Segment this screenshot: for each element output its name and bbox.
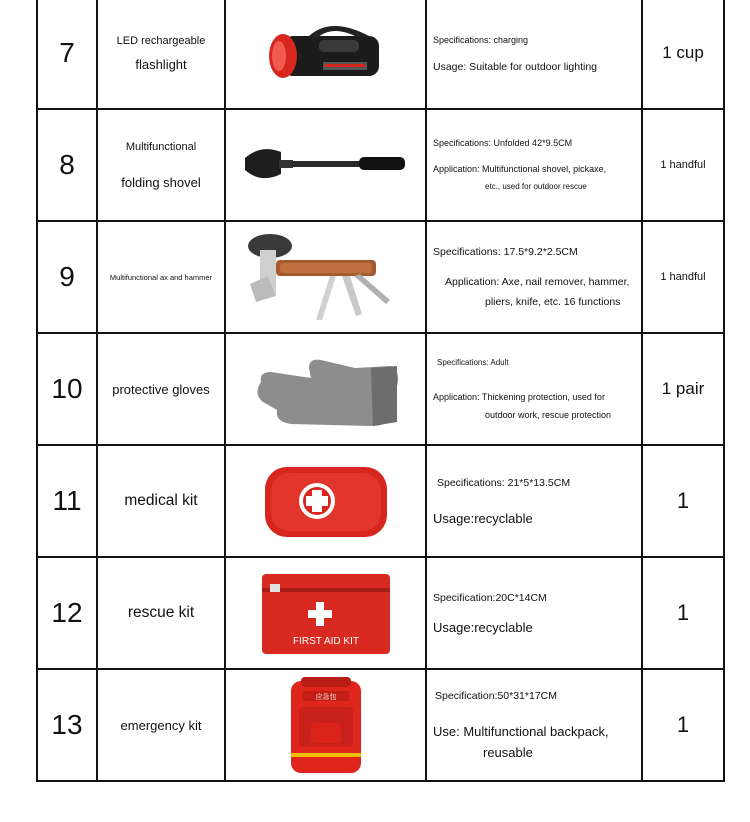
item-name: Multifunctional ax and hammer: [97, 221, 225, 333]
item-quantity: 1 cup: [642, 0, 724, 109]
item-quantity: 1: [642, 557, 724, 669]
spec-line: Application: Multifunctional shovel, pickaxe,: [433, 164, 607, 174]
item-image: [225, 669, 426, 781]
spec-line: Use: Multifunctional backpack,: [433, 724, 609, 739]
spec-line: outdoor work, rescue protection: [485, 410, 612, 420]
table-row: [37, 333, 724, 445]
spec-line: Usage:recyclable: [433, 619, 533, 635]
item-spec: [426, 333, 642, 445]
item-quantity: 1: [642, 445, 724, 557]
item-name-line: LED rechargeable: [116, 35, 206, 47]
item-number: 9: [37, 221, 97, 333]
spec-line: pliers, knife, etc. 16 functions: [485, 296, 621, 308]
item-name: protective gloves: [97, 333, 225, 445]
table-row: [37, 445, 724, 557]
item-spec: [426, 109, 642, 221]
spec-line: Specification:20C*14CM: [433, 591, 547, 604]
item-spec: [426, 669, 642, 781]
item-number: 7: [37, 0, 97, 109]
item-number: 10: [37, 333, 97, 445]
item-name-line: flashlight: [135, 57, 187, 72]
glove-icon: [251, 342, 401, 437]
item-image: [225, 557, 426, 669]
table-row: [37, 0, 724, 109]
spec-line: etc., used for outdoor rescue: [485, 182, 587, 191]
first-aid-pouch-icon: [256, 568, 396, 658]
spec-line: Specifications: charging: [433, 35, 529, 45]
flashlight-icon: [261, 18, 391, 88]
item-number: 11: [37, 445, 97, 557]
item-number: 12: [37, 557, 97, 669]
table-row: [37, 221, 724, 333]
medical-case-icon: [261, 461, 391, 541]
spec-line: Specifications: 21*5*13.5CM: [437, 476, 571, 489]
item-number: 8: [37, 109, 97, 221]
item-spec: [426, 0, 642, 109]
spec-line: Specifications: 17.5*9.2*2.5CM: [433, 246, 578, 258]
item-quantity: 1: [642, 669, 724, 781]
table-row: [37, 109, 724, 221]
multitool-icon: [246, 230, 406, 325]
item-image: [225, 221, 426, 333]
spec-line: Specifications: Adult: [437, 358, 509, 367]
item-name: [97, 109, 225, 221]
item-name: rescue kit: [97, 557, 225, 669]
item-image: [225, 333, 426, 445]
item-name-line: folding shovel: [121, 175, 201, 190]
item-name: emergency kit: [97, 669, 225, 781]
table-row: [37, 669, 724, 781]
item-quantity: 1 handful: [642, 109, 724, 221]
spec-line: Usage:recyclable: [433, 510, 533, 526]
item-spec: [426, 445, 642, 557]
item-name-line: Multifunctional: [125, 141, 197, 153]
item-spec: [426, 557, 642, 669]
pouch-label: FIRST AID KIT: [292, 636, 359, 647]
shovel-icon: [241, 140, 411, 190]
item-quantity: 1 handful: [642, 221, 724, 333]
spec-line: reusable: [483, 745, 533, 760]
spec-line: Usage: Suitable for outdoor lighting: [433, 61, 598, 73]
item-name: [97, 0, 225, 109]
item-quantity: 1 pair: [642, 333, 724, 445]
item-name: medical kit: [97, 445, 225, 557]
item-spec: [426, 221, 642, 333]
spec-line: Application: Thickening protection, used for: [433, 392, 605, 402]
item-image: [225, 109, 426, 221]
product-table: [36, 0, 725, 782]
spec-line: Application: Axe, nail remover, hammer,: [445, 276, 630, 288]
spec-line: Specifications: Unfolded 42*9.5CM: [433, 138, 573, 148]
table-row: [37, 557, 724, 669]
backpack-icon: [281, 675, 371, 775]
item-image: [225, 445, 426, 557]
spec-line: Specification:50*31*17CM: [435, 690, 557, 702]
backpack-label: 应急包: [315, 693, 336, 701]
item-image: [225, 0, 426, 109]
item-number: 13: [37, 669, 97, 781]
